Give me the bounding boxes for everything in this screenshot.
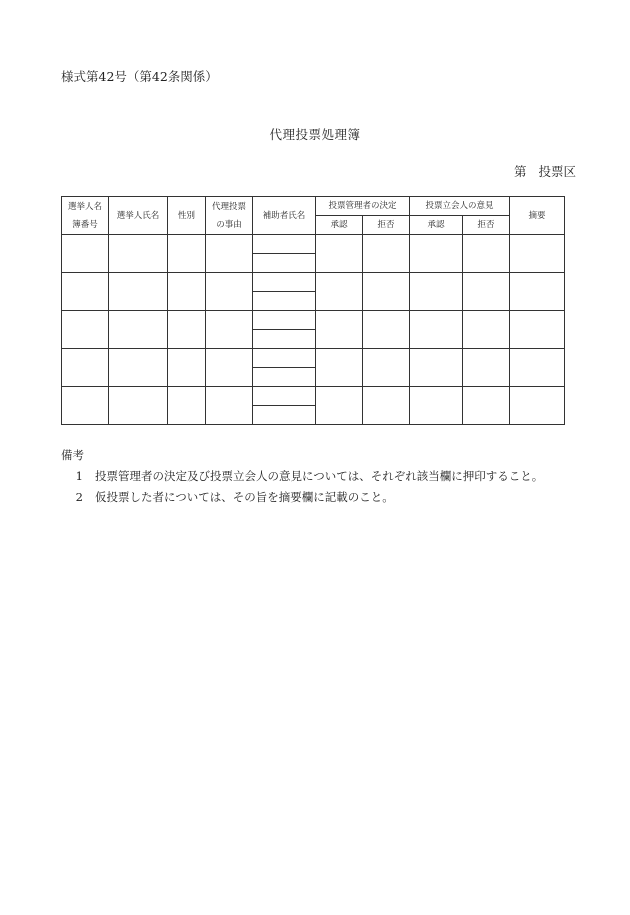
header-voter-number-line2: 簿番号 [72, 219, 98, 230]
cell-gender [168, 387, 206, 425]
header-remarks: 摘要 [510, 197, 565, 235]
header-reason [206, 197, 253, 235]
header-voter-name: 選挙人氏名 [109, 197, 168, 235]
note-number-1: 1 [75, 469, 83, 483]
header-manager-approve: 承認 [316, 216, 363, 235]
document-title: 代理投票処理簿 [269, 127, 361, 142]
cell-reason [206, 349, 253, 387]
header-reason-line1: 代理投票 [211, 201, 246, 212]
cell-reason [206, 273, 253, 311]
cell-manager-approve [316, 235, 363, 273]
proxy-voting-register-table [61, 196, 565, 425]
note-number-2: 2 [75, 490, 83, 504]
cell-witness-reject [463, 273, 510, 311]
cell-manager-reject [363, 387, 410, 425]
cell-manager-reject [363, 273, 410, 311]
cell-reason [206, 387, 253, 425]
cell-gender [168, 235, 206, 273]
cell-witness-approve [410, 311, 463, 349]
register-body [62, 235, 565, 425]
cell-witness-approve [410, 235, 463, 273]
header-manager-decision: 投票管理者の決定 [316, 197, 410, 216]
cell-voter-name [109, 273, 168, 311]
cell-reason [206, 235, 253, 273]
cell-remarks [510, 349, 565, 387]
form-number: 様式第42号（第42条関係） [61, 69, 218, 84]
cell-assistant-name [253, 235, 316, 254]
cell-manager-approve [316, 311, 363, 349]
cell-manager-approve [316, 273, 363, 311]
cell-assistant-name [253, 349, 316, 368]
cell-witness-approve [410, 387, 463, 425]
cell-voter-name [109, 349, 168, 387]
cell-manager-approve [316, 349, 363, 387]
header-witness-approve: 承認 [410, 216, 463, 235]
cell-assistant-name [253, 387, 316, 406]
polling-district [514, 162, 576, 180]
cell-reason [206, 311, 253, 349]
register-row [62, 387, 565, 406]
district-prefix: 第 [514, 164, 527, 179]
cell-manager-reject [363, 235, 410, 273]
cell-voter-name [109, 387, 168, 425]
cell-witness-reject [463, 387, 510, 425]
cell-voter-number [62, 273, 109, 311]
cell-witness-reject [463, 349, 510, 387]
note-text-2: 仮投票した者については、その旨を摘要欄に記載のこと。 [95, 490, 394, 504]
header-manager-reject: 拒否 [363, 216, 410, 235]
header-voter-number-line1: 選挙人名 [67, 201, 102, 212]
cell-gender [168, 311, 206, 349]
cell-remarks [510, 387, 565, 425]
cell-witness-approve [410, 349, 463, 387]
header-witness-opinion: 投票立会人の意見 [410, 197, 510, 216]
cell-witness-approve [410, 273, 463, 311]
cell-assistant-name [253, 311, 316, 330]
header-gender: 性別 [168, 197, 206, 235]
cell-assistant-name [253, 368, 316, 387]
cell-assistant-name [253, 406, 316, 425]
notes-heading: 備考 [61, 448, 84, 462]
note-item-1 [61, 466, 543, 487]
cell-manager-reject [363, 349, 410, 387]
cell-remarks [510, 311, 565, 349]
cell-remarks [510, 273, 565, 311]
register-row [62, 235, 565, 254]
cell-remarks [510, 235, 565, 273]
cell-gender [168, 349, 206, 387]
cell-manager-reject [363, 311, 410, 349]
cell-assistant-name [253, 273, 316, 292]
cell-voter-name [109, 311, 168, 349]
cell-voter-number [62, 349, 109, 387]
district-suffix: 投票区 [538, 164, 577, 179]
cell-voter-number [62, 235, 109, 273]
note-text-1: 投票管理者の決定及び投票立会人の意見については、それぞれ該当欄に押印すること。 [95, 469, 544, 483]
header-reason-line2: の事由 [216, 219, 242, 230]
cell-manager-approve [316, 387, 363, 425]
cell-voter-number [62, 387, 109, 425]
note-item-2 [61, 487, 543, 508]
cell-assistant-name [253, 330, 316, 349]
cell-witness-reject [463, 235, 510, 273]
register-row [62, 311, 565, 330]
cell-voter-name [109, 235, 168, 273]
header-voter-number [62, 197, 109, 235]
cell-assistant-name [253, 292, 316, 311]
header-witness-reject: 拒否 [463, 216, 510, 235]
notes-section [61, 445, 543, 508]
register-row [62, 349, 565, 368]
cell-assistant-name [253, 254, 316, 273]
cell-witness-reject [463, 311, 510, 349]
register-row [62, 273, 565, 292]
header-assistant-name: 補助者氏名 [253, 197, 316, 235]
cell-voter-number [62, 311, 109, 349]
cell-gender [168, 273, 206, 311]
